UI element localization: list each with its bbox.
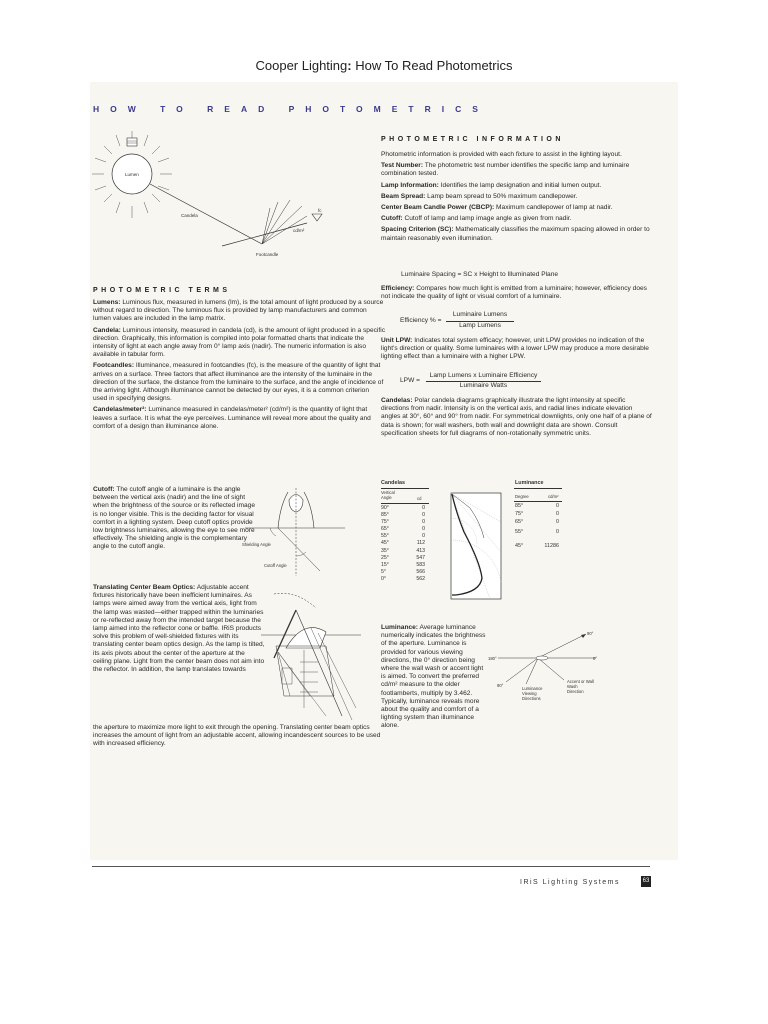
term-lumens [93, 299, 385, 324]
info-sc [381, 226, 653, 242]
candela-value: 583 [416, 561, 425, 568]
info-cbcp-text: Maximum candlepower of lamp at nadir. [494, 204, 613, 212]
info-lpw-text: Indicates total system efficacy; however, unit LPW provides no indication of the light's direction or quality. Some luminaires with a lower LPW may produce a more desirable lighting effect than a luminaire with a higher LPW. [381, 337, 649, 361]
info-cutoff [381, 215, 653, 223]
term-candela [93, 327, 385, 360]
luminance-table-header-rule [514, 501, 562, 502]
candela-value: 547 [416, 554, 425, 561]
luminance-angle: 55° [515, 529, 524, 535]
info-lamp-label: Lamp Information: [381, 181, 439, 189]
luminance-row [515, 511, 563, 518]
candela-table-rule [381, 488, 429, 489]
polar-candela-chart [450, 492, 502, 600]
luminance-row [515, 519, 563, 526]
candela-row [381, 548, 425, 555]
info-lpw [381, 337, 653, 362]
candela-label: Candela [181, 213, 198, 218]
candela-row [381, 526, 425, 533]
luminance-row [515, 529, 563, 536]
info-test-label: Test Number: [381, 162, 424, 170]
luminance-angle: 85° [515, 503, 524, 509]
title-separator: : [347, 58, 352, 73]
info-cutoff-label: Cutoff: [381, 215, 403, 223]
luminance-angle: 65° [515, 519, 524, 525]
luminance-note [381, 624, 489, 731]
efficiency-denominator: Lamp Lumens [459, 322, 501, 329]
luminance-table-title: Luminance [515, 480, 544, 486]
candela-row [381, 512, 425, 519]
lpw-numerator: Lamp Lumens x Luminaire Efficiency [429, 372, 538, 379]
candela-angle: 5° [381, 568, 386, 575]
term-tcbo-label: Translating Center Beam Optics: [93, 584, 196, 591]
angle-180-label: 180° [488, 656, 497, 661]
candela-value: 112 [416, 540, 425, 547]
light-bulb-diagram [92, 128, 342, 263]
footer-brand: IRiS Lighting Systems [520, 879, 620, 886]
info-cbcp-label: Center Beam Candle Power (CBCP): [381, 204, 495, 212]
luminance-value: 0 [556, 529, 559, 535]
angle-270-label: 90° [497, 683, 504, 688]
cdm2-label: cd/m² [293, 228, 305, 233]
candela-value: 566 [416, 568, 425, 575]
luminance-value: 0 [556, 511, 559, 517]
info-sc-label: Spacing Criterion (SC): [381, 226, 454, 234]
term-footcandles-label: Footcandles: [93, 362, 135, 370]
candela-angle: 45° [381, 540, 389, 547]
info-lamp-text: Identifies the lamp designation and initial lumen output. [438, 181, 602, 189]
sc-formula: Luminaire Spacing = SC x Height to Illuminated Plane [401, 271, 559, 278]
accent-direction-label: Accent or Wall Wash Direction [567, 679, 594, 694]
fc-label: fc [318, 208, 322, 213]
info-sc-text: Mathematically classifies the maximum spacing allowed in order to maintain reasonably even illumination. [381, 226, 650, 242]
info-efficiency [381, 285, 653, 301]
term-cdm2-label: Candelas/meter²: [93, 406, 147, 414]
term-tcbo [93, 584, 265, 674]
luminance-value: 0 [556, 519, 559, 525]
term-lumens-label: Lumens: [93, 299, 121, 306]
candela-value: 562 [416, 575, 425, 582]
efficiency-numerator: Luminaire Lumens [452, 311, 508, 318]
info-heading: PHOTOMETRIC INFORMATION [381, 136, 564, 143]
info-cbcp [381, 204, 653, 212]
candela-row [381, 533, 425, 540]
info-candelas-label: Candelas: [381, 397, 413, 404]
section-title: HOW TO READ PHOTOMETRICS [93, 104, 489, 114]
term-cutoff-label: Cutoff: [93, 486, 115, 493]
term-candela-label: Candela: [93, 326, 121, 334]
candela-row [381, 569, 425, 576]
candela-value: 0 [422, 533, 425, 540]
luminance-note-text: Average luminance numerically indicates the brightness of the aperture. Luminance is provided for various viewing directions, the 0° direction being where the wall wash or accent light is aimed. To convert the preferred cd/m² measure to the older footlamberts, multiply by 3.462. Typically, luminance reveals more about the quality and comfort of a lighting system than illuminance alone. [381, 624, 486, 730]
viewing-directions-label: Luminance Viewing Directions [522, 686, 543, 701]
terms-heading: PHOTOMETRIC TERMS [93, 287, 231, 294]
info-candelas [381, 397, 653, 438]
candela-row [381, 562, 425, 569]
luminance-row [515, 503, 563, 510]
info-test [381, 162, 653, 178]
info-candelas-text: Polar candela diagrams graphically illustrate the light intensity at specific directions from nadir. Intensity is on the vertical axis, and radial lines indicate elevation angles at 30°, 60° and 90° from nadir. For symmetrical downlights, only one half of a plane of data is shown; for wall washers, both wall and downlight data are shown. Consult specification sheets for full diagrams of non-rotationally symmetric units. [381, 397, 652, 437]
lpw-formula-lhs: LPW = [400, 377, 420, 384]
info-efficiency-text: Compares how much light is emitted from a luminaire; however, efficiency does not indicate the quality of light or visual comfort of a luminaire. [381, 285, 647, 301]
terms-block-a [93, 299, 385, 434]
info-block [381, 151, 653, 246]
luminance-table-rule [514, 488, 562, 489]
term-cdm2 [93, 406, 385, 431]
candela-angle: 25° [381, 554, 389, 561]
term-footcandles [93, 362, 385, 403]
candela-row [381, 555, 425, 562]
candela-angle: 0° [381, 575, 386, 582]
page-number: 63 [641, 876, 651, 887]
cutoff-angle-label: Cutoff Angle [264, 563, 287, 568]
term-footcandles-text: Illuminance, measured in footcandles (fc), is the measure of the quantity of light that arrives on a surface. Three factors that affect illuminance are the intensity of the luminaire in the direction of the surface, the distance from the luminaire to the surface, and the angle of incidence of the arriving light. Although illuminance cannot be detected by our eyes, it is a common criterion used in specifying designs. [93, 362, 384, 403]
angle-90-label: 90° [587, 631, 594, 636]
candela-value: 0 [422, 519, 425, 526]
candela-angle: 35° [381, 547, 389, 554]
luminance-note-label: Luminance: [381, 624, 419, 631]
translating-beam-diagram [256, 588, 371, 723]
candela-table-col2: cd [417, 496, 422, 501]
brand-name: Cooper Lighting [255, 58, 348, 73]
candela-row [381, 505, 425, 512]
info-test-text: The photometric test number identifies the specific lamp and luminaire combination tested. [381, 162, 630, 178]
candela-angle: 75° [381, 519, 389, 526]
candela-angle: 15° [381, 561, 389, 568]
info-intro: Photometric information is provided with each fixture to assist in the lighting layout. [381, 151, 622, 158]
luminance-value: 0 [556, 503, 559, 509]
angle-0-label: 0° [593, 656, 598, 661]
page-title [0, 58, 768, 73]
candela-table-header-rule [381, 503, 429, 504]
info-lpw-label: Unit LPW: [381, 337, 413, 344]
luminance-row [515, 543, 563, 550]
term-cutoff-text: The cutoff angle of a luminaire is the angle between the vertical axis (nadir) and the line of sight when the brightness of the source or its reflected image is no longer visible. This is the deciding factor for visual comfort in a lighting system. Deep cutoff optics provide low brightness luminaires, allowing the eye to see more effectively. The shielding angle is the complementary angle to the cutoff angle. [93, 486, 256, 551]
term-cutoff [93, 486, 258, 552]
luminance-angle: 45° [515, 543, 524, 549]
lpw-denominator: Luminaire Watts [459, 382, 508, 389]
term-tcbo-text-a: Adjustable accent fixtures historically have been inefficient luminaires. As lamps were aimed away from the vertical axis, light from the lamp was wasted—either trapped within the luminaries or re-reflected away from the intended target because the lamp aimed into the reflector cone or baffle. IRiS products solve this problem of well-shielded fixtures with its translating center beam optics design. As the lamp is tilted, its axis pivots about the center of the aperture at the ceiling plane. Light from the center beam does not aim into the reflector. In addition, the lamp translates towards [93, 584, 265, 674]
info-cutoff-text: Cutoff of lamp and lamp image angle as given from nadir. [402, 215, 572, 223]
title-text: How To Read Photometrics [351, 58, 513, 73]
cutoff-angle-diagram [240, 486, 350, 581]
candela-angle: 55° [381, 533, 389, 540]
candela-row [381, 576, 425, 583]
term-candela-text: Luminous intensity, measured in candela (cd), is the amount of light produced in a specific direction. Graphically, this information is compiled into polar formatted charts that indicate the intensity of light at each angle away from 0° lamp axis (nadir). The numeric information is also available in tabular form. [93, 326, 385, 359]
candela-value: 0 [422, 512, 425, 519]
term-lumens-text: Luminous flux, measured in lumens (lm), is the total amount of light produced by a source without regard to direction. The luminous flux is provided by lamp manufacturers and common lumen values are included in the lamp matrix. [93, 299, 384, 323]
candela-table-title: Candelas [381, 480, 405, 486]
candela-angle: 85° [381, 512, 389, 519]
info-beam [381, 193, 653, 201]
candela-table-col1: Vertical Angle [381, 490, 395, 500]
candela-angle: 65° [381, 526, 389, 533]
info-beam-label: Beam Spread: [381, 192, 426, 200]
candela-angle: 90° [381, 505, 389, 511]
info-lamp [381, 182, 653, 190]
term-tcbo-continued: the aperture to maximize more light to exit through the opening. Translating center beam optics increases the amount of light from an adjustable accent, allowing incandescent sources to be used with increased efficiency. [93, 724, 381, 748]
candela-value: 413 [416, 547, 425, 554]
info-efficiency-label: Efficiency: [381, 285, 415, 292]
info-beam-text: Lamp beam spread to 50% maximum candlepower. [425, 192, 578, 200]
lumen-label: Lumen [125, 172, 139, 177]
candela-value: 0 [422, 526, 425, 533]
luminance-value: 11286 [544, 543, 559, 549]
efficiency-formula-lhs: Efficiency % = [400, 317, 442, 324]
candela-row [381, 540, 425, 547]
term-cdm2-text: Luminance measured in candelas/meter² (cd/m²) is the quantity of light that leaves a surface. It is what the eye perceives. Luminance will reveal more about the quality and comfort of a design than illuminance alone. [93, 406, 371, 430]
candela-value: 0 [422, 505, 425, 511]
luminance-table-col2: cd/m² [548, 494, 559, 499]
footcandle-label: Footcandle [256, 252, 279, 257]
candela-row [381, 519, 425, 526]
luminance-angle: 75° [515, 511, 524, 517]
shielding-angle-label: Shielding Angle [242, 542, 271, 547]
luminance-table-col1: Degree [515, 494, 529, 499]
candela-table [381, 505, 425, 583]
footer-rule [92, 866, 650, 867]
